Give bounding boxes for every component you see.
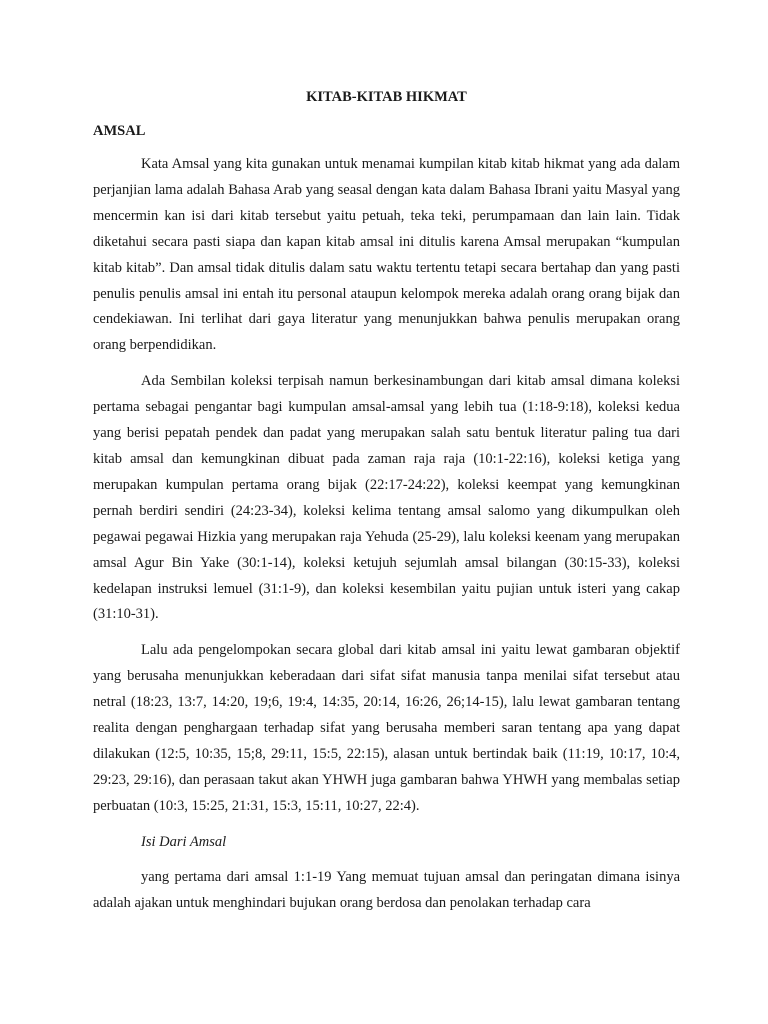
paragraph-grouping: Lalu ada pengelompokan secara global dari kitab amsal ini yaitu lewat gambaran objektif yang berusaha menunjukkan keberadaan dari sifat sifat manusia tanpa menilai sifat tersebut atau netral (18:23, 13:7, 14:20, 19;6, 19:4, 14:35, 20:14, 16:26, 26;14-15), lalu lewat gambaran tentang realita dengan penghargaan terhadap sifat yang berusaha memberi saran tentang apa yang dapat dilakukan (12:5, 10:35, 15;8, 29:11, 15:5, 22:15), alasan untuk bertindak baik (11:19, 10:17, 10:4, 29:23, 29:16), dan perasaan takut akan YHWH juga gambaran bahwa YHWH yang membalas setiap perbuatan (10:3, 15:25, 21:31, 15:3, 15:11, 10:27, 22:4). [93,642,680,814]
section-heading: AMSAL [93,123,146,139]
subheading-isi-dari-amsal: Isi Dari Amsal [141,833,227,850]
paragraph-content-start: yang pertama dari amsal 1:1-19 Yang memuat tujuan amsal dan peringatan dimana isinya adalah ajakan untuk menghindari bujukan orang berdosa dan penolakan terhadap cara [93,868,680,911]
paragraph-collections: Ada Sembilan koleksi terpisah namun berkesinambungan dari kitab amsal dimana koleksi pertama sebagai pengantar bagi kumpulan amsal-amsal yang lebih tua (1:18-9:18), koleksi kedua yang berisi pepatah pendek dan padat yang merupakan salah satu bentuk literatur paling tua dari kitab amsal dan kemungkinan dibuat pada zaman raja raja (10:1-22:16), koleksi ketiga yang merupakan kumpulan pertama orang bijak (22:17-24:22), koleksi keempat yang kemungkinan pernah berdiri sendiri (24:23-34), koleksi kelima tentang amsal salomo yang dikumpulkan oleh pegawai pegawai Hizkia yang merupakan raja Yehuda (25-29), lalu koleksi keenam yang merupakan amsal Agur Bin Yake (30:1-14), koleksi ketujuh sejumlah amsal bilangan (30:15-33), koleksi kedelapan instruksi lemuel (31:1-9), dan koleksi kesembilan yaitu pujian untuk isteri yang cakap (31:10-31). [93,373,680,623]
paragraph-intro: Kata Amsal yang kita gunakan untuk menamai kumpilan kitab kitab hikmat yang ada dalam perjanjian lama adalah Bahasa Arab yang seasal dengan kata dalam Bahasa Ibrani yaitu Masyal yang mencermin kan isi dari kitab tersebut yaitu petuah, teka teki, perumpamaan dan lain lain. Tidak diketahui secara pasti siapa dan kapan kitab amsal ini ditulis karena Amsal merupakan “kumpulan kitab kitab”. Dan amsal tidak ditulis dalam satu waktu tertentu tetapi secara bertahap dan yang pasti penulis penulis amsal ini entah itu personal ataupun kelompok mereka adalah orang orang bijak dan cendekiawan. Ini terlihat dari gaya literatur yang menunjukkan bahwa penulis merupakan orang orang berpendidikan. [93,156,680,354]
document-title: KITAB-KITAB HIKMAT [306,89,467,105]
